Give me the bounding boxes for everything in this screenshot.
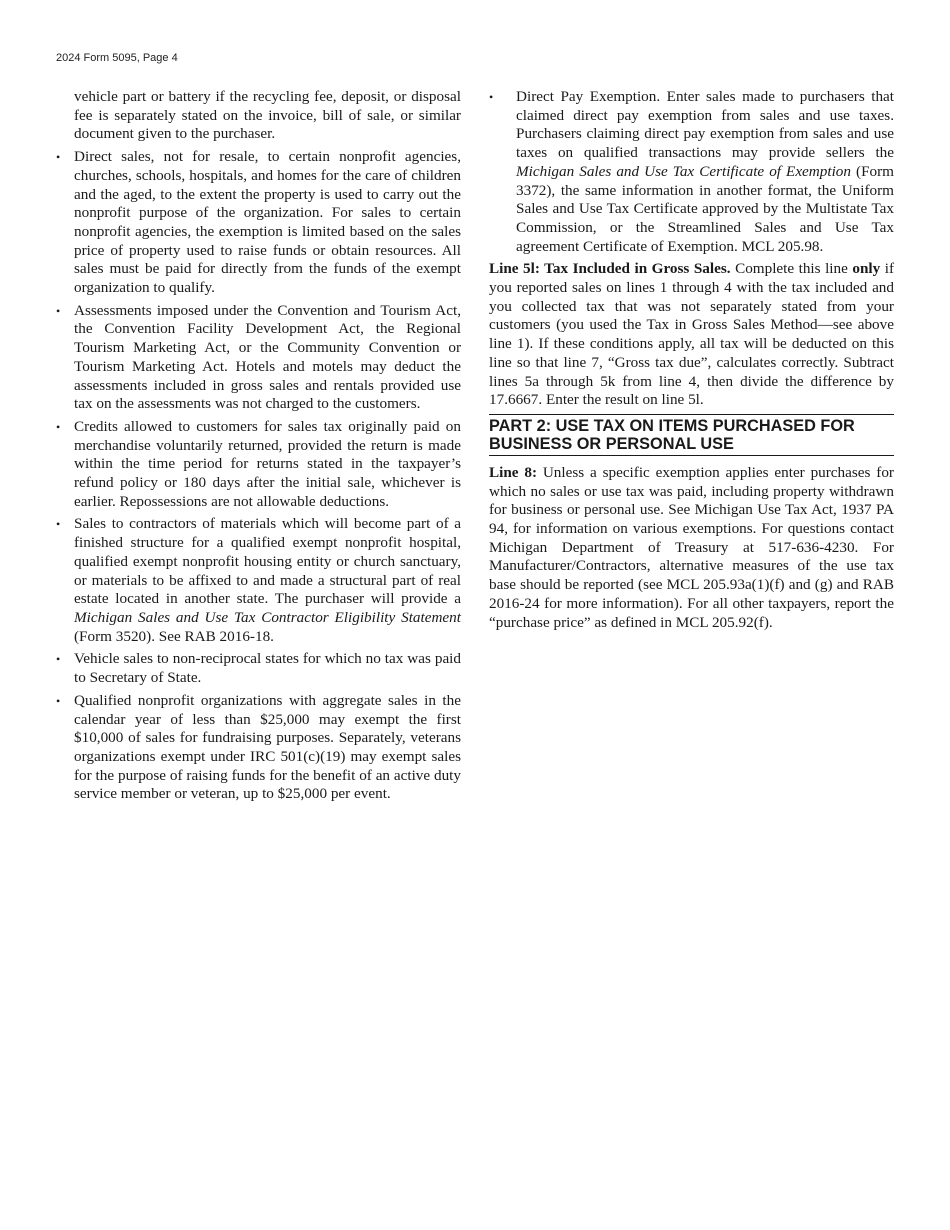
list-item-continuation [56,88,461,144]
left-column [56,88,461,808]
list-item [56,692,461,804]
bullet-icon: • [489,90,494,104]
list-item-text: Vehicle sales to non-reciprocal states for which no tax was paid to Secretary of State. [74,650,461,687]
line-8-paragraph [489,464,894,632]
line-8-text: Unless a specific exemption applies enter purchases for which no sales or use tax was paid, including property withdrawn for business or personal use. See Michigan Use Tax Act, 1937 PA 94, for information on various exemptions. For questions contact Michigan Department of Treasury at 517-636-4230. For Manufacturer/Contractors, alternative measures of the use tax base should be reported (see MCL 205.93a(1)(f) and (g) and RAB 2016-24 for more information). For all other taxpayers, report the “purchase price” as defined in MCL 205.92(f). [489,463,894,631]
list-item [56,148,461,298]
list-item [56,302,461,414]
list-item [56,418,461,512]
line-5l-text-a: Complete this line [730,260,853,278]
bullet-icon: • [56,693,61,708]
list-item-direct-pay [489,88,894,256]
bullet-icon: • [56,303,61,318]
line-8-label: Line 8: [489,463,538,481]
list-item-text: Assessments imposed under the Convention and Tourism Act, the Convention Facility Development Act, the Regional Tourism Marketing Act, or the Community Convention or Tourism Marketing Act. Hotels and motels may deduct the assessments included in gross sales and rentals provided use tax on the assessments was not charged to the customers. [74,301,461,413]
line-5l-text-b: if you reported sales on lines 1 through 4 with the tax included and you collected tax that was not separately stated from your customers (you used the Tax in Gross Sales Method—see above line 1). If these conditions apply, all tax will be deducted on this line so that line 7, “Gross tax due”, calculates correctly. Subtract lines 5a through 5k from line 4, then divide the difference by 17.6667. Enter the result on line 5l. [489,260,895,409]
continuation-text: vehicle part or battery if the recycling fee, deposit, or disposal fee is separately stated on the invoice, bill of sale, or similar document given to the purchaser. [74,88,461,143]
right-column [489,88,894,636]
form-title-italic: Michigan Sales and Use Tax Contractor Eligibility Statement [74,608,461,626]
list-item [56,515,461,646]
direct-pay-text-after: (Form 3372), the same information in another format, the Uniform Sales and Use Tax Certificate approved by the Multistate Tax Commission, or the Streamlined Sales and Use Tax agreement Certificate of Exemption. MCL 205.98. [516,162,894,255]
line-5l-bold-only: only [852,260,881,278]
list-item [56,650,461,687]
list-item-text: Credits allowed to customers for sales tax originally paid on merchandise voluntarily returned, provided the return is made within the time period for returns stated in the taxpayer’s refund policy or 180 days after the initial sale, whichever is earlier. Repossessions are not allowable deductions. [74,417,461,510]
page-header: 2024 Form 5095, Page 4 [56,52,178,64]
list-item-text: Qualified nonprofit organizations with aggregate sales in the calendar year of less than $25,000 may exempt the first $10,000 of sales for fundraising purposes. Separately, veterans organizations exempt under IRC 501(c)(19) may exempt sales for the purpose of raising funds for the benefit of an active duty service member or veteran, up to $25,000 per event. [74,691,461,803]
bullet-icon: • [56,419,61,434]
list-item-text: Direct sales, not for resale, to certain nonprofit agencies, churches, schools, hospitals, and homes for the care of children and the aged, to the extent the property is used to carry out the nonprofit purpose of the organization. For sales to certain nonprofit agencies, the exemption is limited based on the sales price of property used to raise funds or obtain resources. All sales must be paid for directly from the funds of the exempt organization to qualify. [74,148,461,297]
direct-pay-text: Direct Pay Exemption. Enter sales made to purchasers that claimed direct pay exemption from sales and use taxes. Purchasers claiming direct pay exemption from sales and use taxes on qualified transactions may provide sellers the [516,88,894,162]
list-item-text: Sales to contractors of materials which will become part of a finished structure for a qualified exempt nonprofit hospital, qualified exempt nonprofit housing entity or church sanctuary, or materials to be affixed to and made a structural part of real estate located in another state. The purchaser will provide a [74,515,461,608]
bullet-icon: • [56,652,61,667]
part-2-heading: PART 2: USE TAX ON ITEMS PURCHASED FOR BUSINESS OR PERSONAL USE [489,414,894,456]
line-5l-paragraph [489,260,894,410]
line-5l-label: Line 5l: Tax Included in Gross Sales. [489,260,731,278]
list-item-text-after: (Form 3520). See RAB 2016-18. [74,627,274,645]
form-title-italic: Michigan Sales and Use Tax Certificate of Exemption [516,162,851,180]
bullet-icon: • [56,517,61,532]
bullet-icon: • [56,150,61,165]
